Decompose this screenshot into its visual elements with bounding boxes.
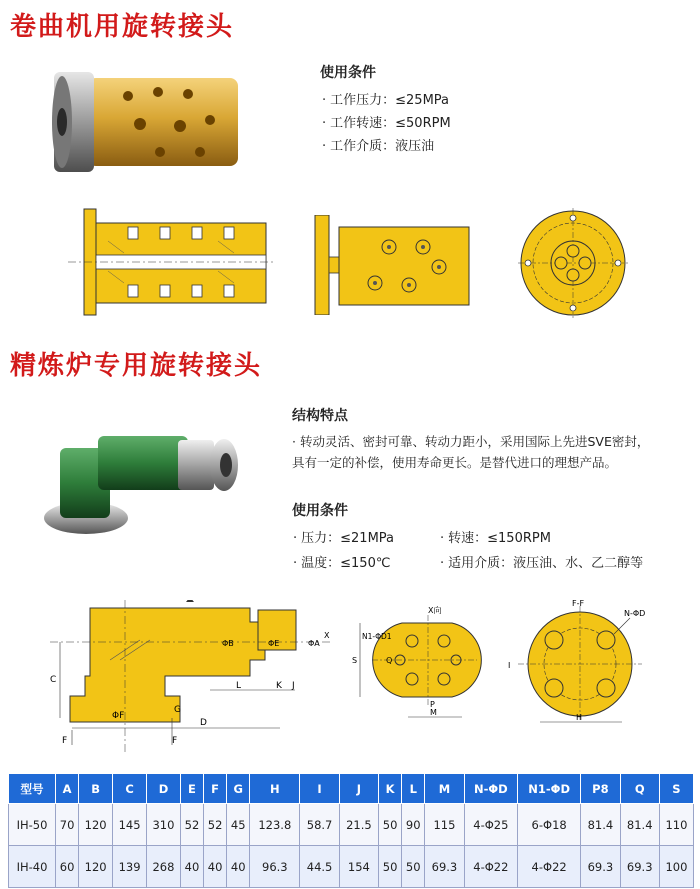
section2-title: 精炼炉专用旋转接头 [10, 351, 263, 381]
section2-features-text: · 转动灵活、密封可靠、转动力距小，采用国际上先进SVE密封， 具有一定的补偿，使用寿命更长。是替代进口的理想产品。 [292, 434, 650, 470]
col-header-model: 型号 [9, 774, 56, 804]
col-header-G: G [227, 774, 250, 804]
section1-condition-medium: · 工作介质：液压油 [322, 139, 435, 154]
label-F-left: F [62, 736, 68, 746]
table-cell: IH-50 [9, 804, 56, 846]
table-cell: 70 [56, 804, 79, 846]
label-P: P [430, 700, 435, 709]
section2-condition-speed: · 转速：≤150RPM [440, 531, 551, 546]
table-cell: 69.3 [581, 846, 620, 888]
section2-x-view-drawing [352, 605, 482, 725]
col-header-I: I [300, 774, 339, 804]
table-cell: 123.8 [250, 804, 300, 846]
label-G: G [174, 705, 181, 715]
table-cell: 50 [379, 846, 402, 888]
label-X: X [324, 631, 330, 640]
label-L: L [236, 681, 242, 691]
table-cell: 139 [113, 846, 147, 888]
table-cell: 40 [180, 846, 203, 888]
col-header-B: B [79, 774, 113, 804]
section2-ff-section-drawing [500, 600, 660, 730]
label-K: K [276, 681, 282, 691]
section2-features-heading: 结构特点 [292, 408, 348, 424]
col-header-K: K [379, 774, 402, 804]
label-x-direction: X向 [428, 606, 442, 615]
table-cell: 21.5 [339, 804, 378, 846]
spec-table [8, 773, 694, 888]
label-J: J [292, 681, 295, 691]
label-N1phiD1: N1-ΦD1 [362, 632, 392, 641]
table-cell: 69.3 [425, 846, 464, 888]
table-cell: 4-Φ22 [518, 846, 581, 888]
section2-conditions-heading: 使用条件 [292, 503, 348, 519]
section1-condition-speed: · 工作转速：≤50RPM [322, 116, 451, 131]
col-header-M: M [425, 774, 464, 804]
label-D: D [200, 718, 207, 728]
section2-condition-pressure: · 压力：≤21MPa [293, 531, 395, 546]
table-cell: 310 [147, 804, 181, 846]
col-header-P8: P8 [581, 774, 620, 804]
section2-condition-medium: · 适用介质：液压油、水、乙二醇等 [440, 556, 644, 571]
label-C: C [50, 675, 57, 685]
table-cell: 4-Φ22 [464, 846, 517, 888]
label-phiA: ΦA [308, 639, 320, 648]
label-M: M [430, 708, 437, 717]
table-cell: 145 [113, 804, 147, 846]
col-header-N1-phiD: N1-ΦD [518, 774, 581, 804]
label-H: H [576, 713, 583, 722]
label-NphiD: N-ΦD [624, 609, 646, 618]
col-header-H: H [250, 774, 300, 804]
col-header-Q: Q [620, 774, 659, 804]
table-cell: 268 [147, 846, 181, 888]
col-header-S: S [659, 774, 693, 804]
table-cell: 154 [339, 846, 378, 888]
label-phiF: ΦF [112, 711, 125, 721]
section1-title: 卷曲机用旋转接头 [10, 12, 235, 42]
table-cell: 81.4 [620, 804, 659, 846]
label-S: S [352, 656, 358, 665]
table-cell: 60 [56, 846, 79, 888]
table-cell: 90 [402, 804, 425, 846]
section2-condition-temperature: · 温度：≤150℃ [293, 556, 391, 571]
col-header-C: C [113, 774, 147, 804]
section1-side-view-drawing [305, 215, 475, 315]
table-cell: 58.7 [300, 804, 339, 846]
section1-cross-section-drawing [68, 205, 273, 320]
section1-conditions-heading: 使用条件 [320, 65, 376, 81]
label-F-F: F-F [572, 600, 585, 608]
table-cell: 52 [204, 804, 227, 846]
table-cell: 110 [659, 804, 693, 846]
table-cell: 100 [659, 846, 693, 888]
table-cell: 6-Φ18 [518, 804, 581, 846]
table-cell: 50 [379, 804, 402, 846]
col-header-F: F [204, 774, 227, 804]
col-header-L: L [402, 774, 425, 804]
table-cell: 40 [204, 846, 227, 888]
col-header-N-phiD: N-ΦD [464, 774, 517, 804]
col-header-D: D [147, 774, 181, 804]
table-cell: 50 [402, 846, 425, 888]
section2-assembly-drawing [50, 600, 340, 760]
spec-table-header-row [9, 774, 694, 804]
label-phiE: ΦE [268, 639, 280, 648]
table-cell: IH-40 [9, 846, 56, 888]
table-cell: 4-Φ25 [464, 804, 517, 846]
table-row [9, 804, 694, 846]
table-cell: 115 [425, 804, 464, 846]
label-phiB: ΦB [222, 639, 234, 648]
table-cell: 120 [79, 804, 113, 846]
section1-condition-pressure: · 工作压力：≤25MPa [322, 93, 450, 108]
table-cell: 120 [79, 846, 113, 888]
section2-product-photo [38, 418, 248, 538]
col-header-E: E [180, 774, 203, 804]
table-cell: 44.5 [300, 846, 339, 888]
section1-end-view-drawing [518, 208, 628, 318]
table-cell: 81.4 [581, 804, 620, 846]
table-cell: 45 [227, 804, 250, 846]
label-F-right: F [172, 736, 178, 746]
label-I: I [508, 661, 511, 670]
table-row [9, 846, 694, 888]
table-cell: 96.3 [250, 846, 300, 888]
table-cell: 40 [227, 846, 250, 888]
col-header-A: A [56, 774, 79, 804]
table-cell: 52 [180, 804, 203, 846]
col-header-J: J [339, 774, 378, 804]
label-Q: Q [386, 656, 393, 665]
section1-product-photo [40, 68, 250, 178]
table-cell: 69.3 [620, 846, 659, 888]
